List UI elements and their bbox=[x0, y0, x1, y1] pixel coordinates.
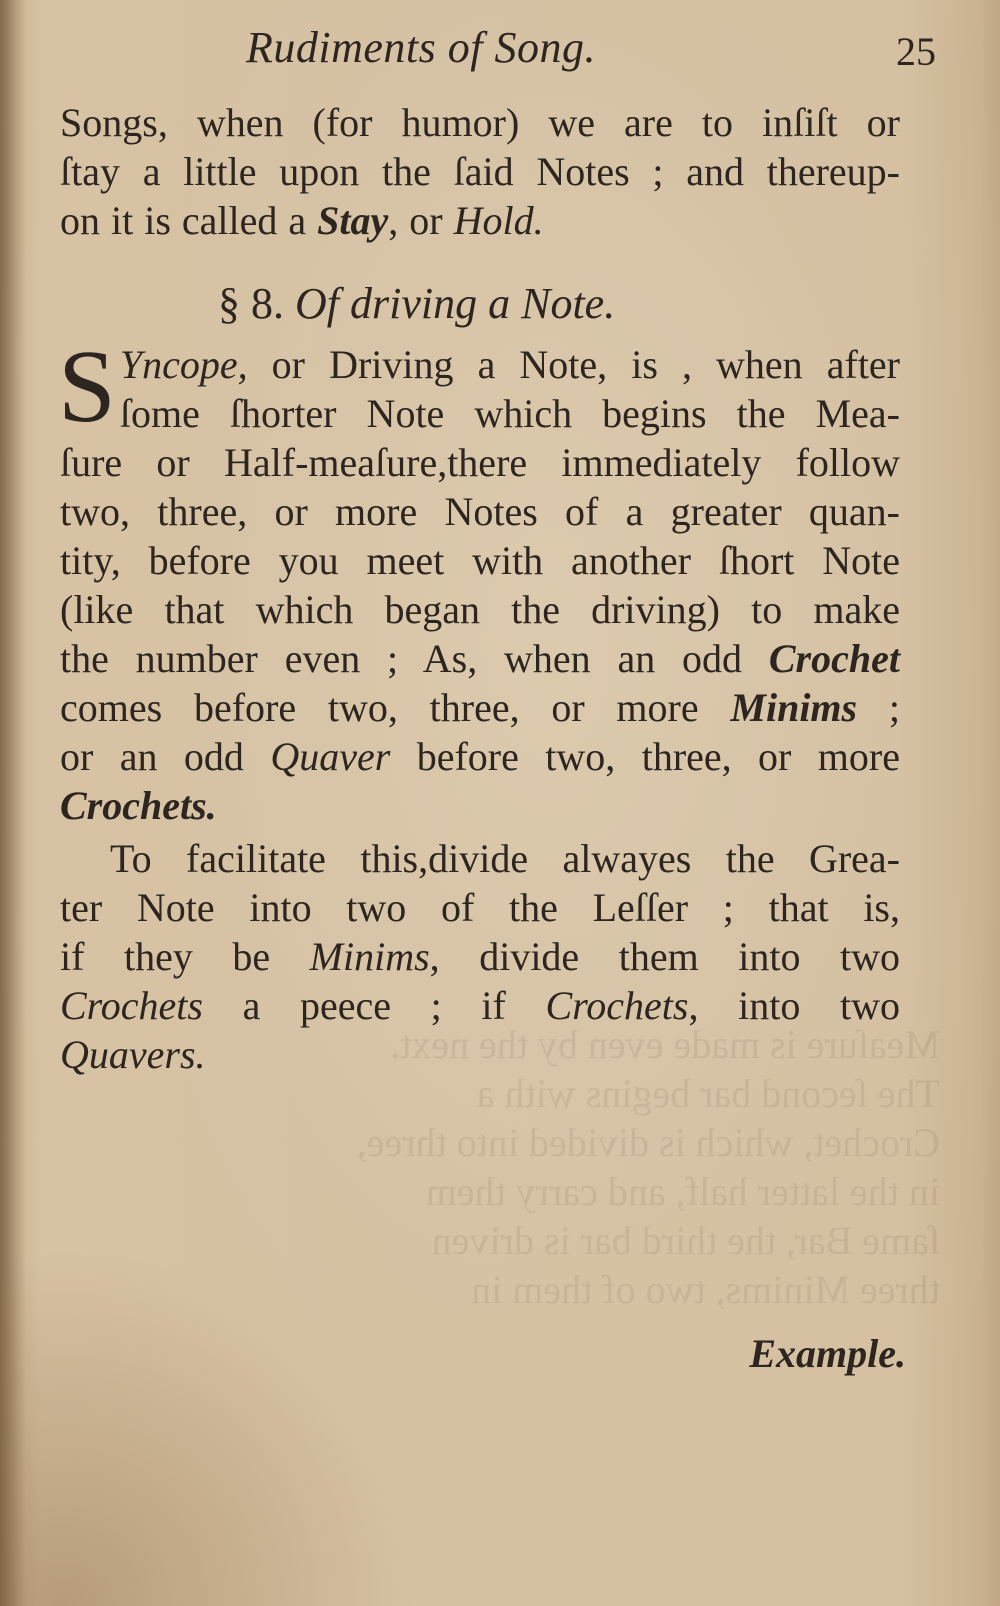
text-line bbox=[60, 634, 900, 683]
text-line bbox=[60, 1030, 900, 1079]
text-line: ſtay a little upon the ſaid Notes ; and thereup- bbox=[60, 149, 900, 194]
text-run: or an odd bbox=[60, 734, 271, 779]
text-run: comes before two, three, or more bbox=[60, 685, 731, 730]
text-line bbox=[60, 981, 900, 1030]
text-line: (like that which began the driving) to make bbox=[60, 587, 900, 632]
term-crochet: Crochet bbox=[768, 636, 900, 681]
section-heading bbox=[218, 278, 615, 329]
section-title: Of driving a Note. bbox=[295, 279, 616, 328]
term-crochets: Crochets bbox=[545, 983, 689, 1028]
text-run: a peece ; if bbox=[202, 983, 546, 1028]
text-run: ; bbox=[857, 685, 900, 730]
running-title: Rudiments of Song. bbox=[246, 23, 596, 72]
section-marker: § 8. bbox=[218, 279, 284, 328]
text-line: ter Note into two of the Leſſer ; that is, bbox=[60, 885, 900, 930]
text-run: , into two bbox=[688, 983, 900, 1028]
text-run: if they be bbox=[60, 934, 310, 979]
text-line: ſome ſhorter Note which begins the Mea- bbox=[119, 391, 900, 436]
text-run: before two, three, or more bbox=[390, 734, 900, 779]
text-line bbox=[60, 732, 900, 781]
text-run: , or bbox=[388, 198, 454, 243]
text-line: To facilitate this,divide alwayes the Grea- bbox=[110, 836, 900, 881]
paragraph-facilitate bbox=[60, 834, 900, 1079]
text-line bbox=[60, 932, 900, 981]
drop-cap: S bbox=[58, 329, 116, 444]
text-run: the number even ; As, when an odd bbox=[60, 636, 769, 681]
term-stay: Stay bbox=[317, 198, 389, 243]
text-line: tity, before you meet with another ſhort Note bbox=[60, 538, 900, 583]
term-quaver: Quaver bbox=[270, 734, 391, 779]
term-quavers: Quavers. bbox=[60, 1032, 206, 1077]
term-crochets: Crochets bbox=[60, 983, 203, 1028]
text-line bbox=[60, 683, 900, 732]
paragraph-syncope bbox=[58, 329, 900, 830]
term-minims: Minims bbox=[309, 934, 430, 979]
term-crochets: Crochets. bbox=[60, 783, 217, 828]
text-line bbox=[60, 781, 900, 830]
text-run: on it is called a bbox=[60, 198, 318, 243]
term-minims: Minims bbox=[730, 685, 858, 730]
page-header bbox=[60, 22, 936, 82]
text-line: ſure or Half-meaſure,there immediately follow bbox=[60, 440, 900, 485]
term-syncope: Yncope, bbox=[119, 342, 248, 387]
text-run: , divide them into two bbox=[429, 934, 901, 979]
bleed-through-texture: Meaſure is made even by the next. The ſecond bar begins with a Crochet, which is divided into three, in the latter half, and carry them ſame Bar, the third bar is driven three Minims, two of them in bbox=[356, 1022, 940, 1312]
page-number: 25 bbox=[896, 29, 936, 74]
text-line bbox=[60, 196, 900, 245]
text-run: or Driving a Note, is , when after bbox=[247, 342, 900, 387]
text-line: two, three, or more Notes of a greater quan- bbox=[60, 489, 900, 534]
text-line: Songs, when (for humor) we are to inſiſt or bbox=[60, 100, 900, 145]
text-line bbox=[60, 340, 900, 389]
catchword: Example. bbox=[749, 1331, 906, 1376]
continuation-paragraph bbox=[60, 98, 900, 245]
term-hold: Hold. bbox=[453, 198, 544, 243]
